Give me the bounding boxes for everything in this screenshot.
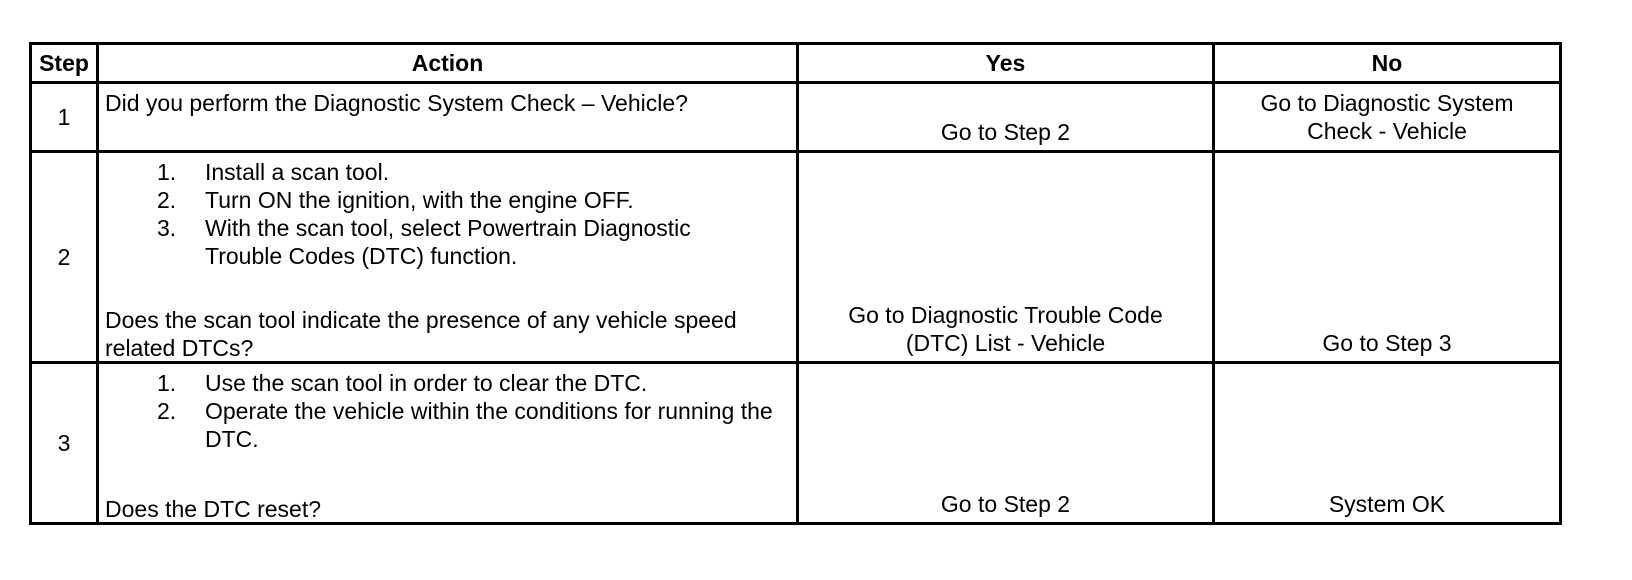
action-question: Did you perform the Diagnostic System Check – Vehicle?: [105, 90, 688, 116]
action-question: Does the scan tool indicate the presence of any vehicle speed related DTCs?: [105, 307, 737, 361]
instruction-item: 2. Operate the vehicle within the conditions for running the DTC.: [157, 398, 773, 452]
no-result: Go to Step 3: [1322, 330, 1452, 356]
instruction-list: [105, 369, 790, 453]
header-row: [31, 44, 1561, 83]
yes-result: Go to Step 2: [940, 491, 1071, 517]
no-result: System OK: [1328, 491, 1446, 517]
diagnostic-table: [29, 42, 1562, 525]
instruction-item: 2. Turn ON the ignition, with the engine OFF.: [157, 187, 634, 213]
yes-cell: [798, 152, 1214, 363]
step-number: 3: [31, 363, 98, 524]
instruction-list: [105, 158, 790, 270]
action-cell: [98, 363, 798, 524]
table-row: [31, 152, 1561, 363]
header-no: No: [1214, 44, 1561, 83]
no-cell: [1214, 83, 1561, 152]
action-cell: [98, 152, 798, 363]
yes-result: Go to Step 2: [940, 119, 1071, 145]
table-row: [31, 363, 1561, 524]
no-cell: [1214, 363, 1561, 524]
table-row: [31, 83, 1561, 152]
header-step: Step: [31, 44, 98, 83]
step-number: 2: [31, 152, 98, 363]
instruction-item: 1. Use the scan tool in order to clear the DTC.: [157, 370, 648, 396]
step-number: 1: [31, 83, 98, 152]
instruction-item: 3. With the scan tool, select Powertrain Diagnostic Trouble Codes (DTC) function.: [157, 215, 691, 269]
yes-cell: [798, 363, 1214, 524]
action-question: Does the DTC reset?: [105, 496, 322, 522]
header-yes: Yes: [798, 44, 1214, 83]
no-cell: [1214, 152, 1561, 363]
header-action: Action: [98, 44, 798, 83]
yes-result: Go to Diagnostic Trouble Code (DTC) List - Vehicle: [848, 302, 1163, 356]
instruction-item: 1. Install a scan tool.: [157, 159, 390, 185]
yes-cell: [798, 83, 1214, 152]
action-cell: [98, 83, 798, 152]
no-result: Go to Diagnostic System Check - Vehicle: [1260, 90, 1514, 144]
